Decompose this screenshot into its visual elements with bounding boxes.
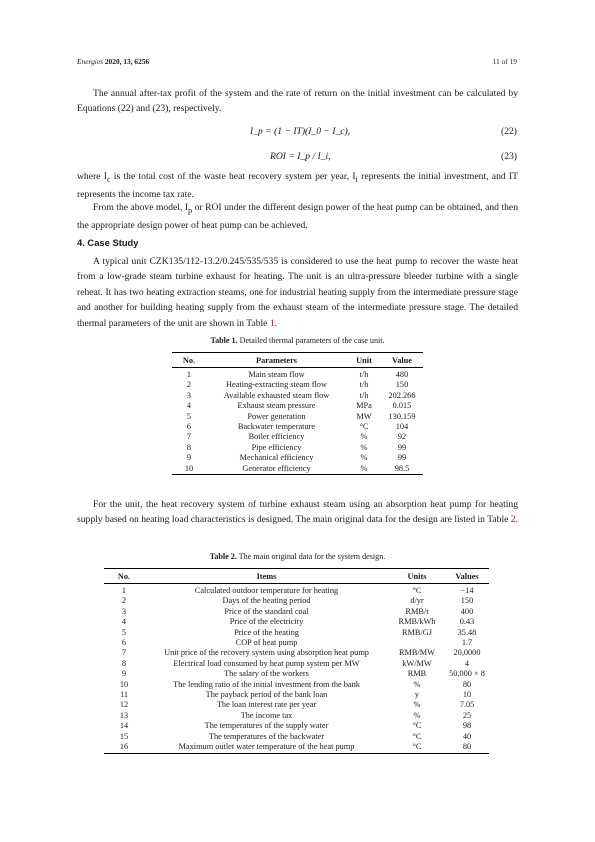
table-2-header: Units [389, 569, 445, 584]
table-1-row [172, 412, 423, 422]
table-2-row-cell: RMB/t [405, 606, 429, 616]
section-heading: 4. Case Study [77, 237, 139, 248]
table-1-row-cell: Available exhausted steam flow [223, 390, 330, 400]
paragraph-from-model [77, 200, 518, 234]
table-2-row-cell: kW/MW [402, 658, 432, 668]
table-1-row [172, 380, 423, 390]
table-1-row-cell: 9 [186, 453, 192, 463]
table-2-row [104, 690, 489, 700]
table-2-row-cell: 10 [462, 690, 472, 700]
table-1-row-cell: % [360, 453, 368, 463]
table-2-row-cell: RMB/MW [399, 648, 435, 658]
table-2-row-cell: Price of the heating [234, 627, 299, 637]
table-2-row [104, 617, 489, 627]
where-text-1: where I [77, 171, 107, 182]
table-1-row-cell: % [360, 442, 368, 452]
table-2-row-cell: °C [412, 586, 422, 595]
table-2-row-cell: 150 [460, 596, 474, 606]
table-1-header: Unit [347, 353, 381, 368]
table-1-row [172, 368, 423, 381]
table-2-row-cell: The loan interest rate per year [216, 700, 317, 710]
table-2-row-cell: Days of the heating period [222, 596, 311, 606]
table-1-link[interactable]: 1 [269, 317, 275, 329]
table-2-row [104, 584, 489, 597]
running-header-journal [77, 57, 149, 66]
forunit-text: For the unit, the heat recovery system of turbine exhaust steam using an absorption heat pump for heating supply based on heating load characteristics is designed. The main original data for the design are listed in Table [77, 499, 518, 526]
table-2-row-cell: °C [412, 721, 422, 731]
table-2-label: Table 2. [209, 552, 237, 561]
table-1-row-cell: 10 [172, 464, 206, 475]
page-number: 11 of 19 [492, 57, 517, 66]
table-2-row-cell: y [414, 690, 420, 700]
paragraph-for-unit [77, 497, 518, 528]
where-text-3: represents the initial investment, and IT represents the income tax rate. [77, 171, 519, 201]
table-2-row [104, 596, 489, 606]
table-2-row [104, 711, 489, 721]
table-2-row-cell: 35.48 [457, 627, 477, 637]
table-2-caption-text: The main original data for the system design. [236, 552, 386, 561]
table-1-row-cell: 130.159 [388, 411, 416, 421]
table-1-row-cell: 5 [186, 411, 192, 421]
table-2-header-row [104, 569, 489, 584]
table-2-row-cell: 13 [119, 710, 129, 720]
table-1-row-cell: Exhaust steam pressure [237, 401, 316, 411]
table-2-row-cell: COP of heat pump [235, 638, 298, 648]
table-2-row [104, 732, 489, 742]
table-2-row-cell: Price of the standard coal [224, 606, 309, 616]
table-2-row-cell: 2 [121, 596, 127, 606]
case-end: . [274, 317, 278, 329]
table-2-row-cell: d/yr [410, 596, 424, 606]
table-2-row-cell: RMB/kWh [398, 617, 436, 627]
table-2-row-cell: 11 [120, 690, 128, 700]
table-2-row [104, 638, 489, 648]
table-2-row-cell: Electrical load consumed by heat pump system per MW [173, 658, 360, 668]
table-2-header: Items [144, 569, 389, 584]
table-1-row-cell: MW [356, 411, 372, 421]
paragraph-where [77, 169, 518, 203]
journal-name: Energies [77, 57, 103, 66]
table-1-row [172, 432, 423, 442]
table-2-row [104, 669, 489, 679]
table-2-row-cell: 20,0000 [453, 648, 481, 658]
table-2-row-cell: The lending ratio of the initial investment from the bank [173, 679, 360, 689]
table-2-row-cell: RMB/GJ [402, 627, 432, 637]
table-1-row-cell: Main steam flow [248, 370, 305, 379]
table-1-header: Value [381, 353, 423, 368]
table-1-row-cell: 98.5 [381, 464, 423, 475]
table-1-row-cell: Power generation [247, 411, 306, 421]
table-2-row-cell: The temperatures of the backwater [208, 731, 325, 741]
table-1-row-cell: 2 [186, 380, 192, 390]
table-2-row-cell: RMB [407, 669, 427, 679]
table-1-row [172, 443, 423, 453]
table-1-row-cell: 8 [186, 442, 192, 452]
table-1-caption [0, 336, 595, 345]
table-1-row-cell: Generator efficiency [206, 464, 347, 475]
equation-22: I_p = (1 − IT)(I_0 − I_c), [250, 126, 351, 137]
table-2-row-cell: Maximum outlet water temperature of the heat pump [144, 742, 389, 753]
table-2-row-cell: Unit price of the recovery system using absorption heat pump [164, 648, 369, 658]
table-2-row-cell: The temperatures of the supply water [204, 721, 329, 731]
table-2-row-cell: 14 [119, 721, 129, 731]
table-2-row-cell: −14 [460, 586, 474, 595]
table-1-row-cell: 7 [186, 432, 192, 442]
table-2-caption [0, 552, 595, 561]
table-2-row-cell: 50,000 × 8 [449, 669, 485, 679]
table-2-row-cell: 25 [462, 710, 472, 720]
table-2-header: No. [104, 569, 144, 584]
equation-23: ROI = I_p / I_i, [270, 151, 331, 162]
table-2 [104, 568, 489, 754]
table-1-row-cell: 4 [186, 401, 192, 411]
table-1-row-cell: MPa [356, 401, 372, 411]
from-text-1: From the above model, I [93, 202, 189, 213]
table-2-row-cell: Price of the electricity [229, 617, 304, 627]
table-1-row [172, 464, 423, 475]
table-1-row-cell: 0.015 [392, 401, 412, 411]
table-2-row-cell: % [413, 700, 421, 710]
table-2-row-cell: 4 [121, 617, 127, 627]
table-1-row-cell: 3 [186, 390, 192, 400]
table-1-row-cell: % [360, 432, 368, 442]
table-2-row-cell: 3 [121, 606, 127, 616]
table-1-row-cell: 104 [395, 422, 409, 432]
table-1-header: No. [172, 353, 206, 368]
table-2-row-cell: 80 [462, 679, 472, 689]
table-2-row-cell: 7.05 [459, 700, 475, 710]
table-2-row [104, 721, 489, 731]
table-2-row [104, 659, 489, 669]
journal-info: 2020, 13, 6256 [104, 57, 150, 66]
table-1-row [172, 422, 423, 432]
table-2-row-cell: °C [412, 731, 422, 741]
table-2-row-cell: 400 [460, 606, 474, 616]
table-2-row [104, 742, 489, 753]
table-2-row-cell: Calculated outdoor temperature for heating [194, 586, 339, 595]
table-2-row-cell: 8 [121, 658, 127, 668]
table-1-row-cell: 99 [397, 442, 407, 452]
equation-22-number: (22) [501, 126, 517, 137]
table-2-row-cell: 16 [104, 742, 144, 753]
table-1-header: Parameters [206, 353, 347, 368]
table-2-row-cell: 9 [121, 669, 127, 679]
table-2-row-cell: % [413, 710, 421, 720]
table-2-row-cell: 7 [121, 648, 127, 658]
table-2-row-cell: 80 [445, 742, 489, 753]
table-1-row-cell: 1 [186, 370, 192, 379]
table-1-row-cell: t/h [359, 370, 369, 379]
table-1-row-cell: Heating-extracting steam flow [226, 380, 327, 390]
table-2-row-cell: 15 [119, 731, 129, 741]
table-2-row [104, 628, 489, 638]
where-sub-c: c [106, 174, 111, 184]
table-2-row-cell: 1.7 [461, 638, 473, 648]
table-1-row-cell: 6 [186, 422, 192, 432]
table-2-row [104, 648, 489, 658]
table-2-row-cell: 4 [464, 658, 470, 668]
table-1-row-cell: °C [359, 422, 369, 432]
table-2-row-cell: 0.43 [459, 617, 475, 627]
table-1-row-cell: Pipe efficiency [251, 442, 302, 452]
from-sub-p: p [188, 205, 193, 215]
table-1-row-cell: 92 [397, 432, 407, 442]
from-text-2: or ROI under the different design power of the heat pump can be obtained, and then the appropriate design power of heat pump can be achieved. [77, 202, 518, 232]
table-1-row-cell: 480 [395, 370, 409, 379]
table-1 [172, 352, 423, 475]
table-2-row [104, 700, 489, 710]
table-1-row-cell: % [347, 464, 381, 475]
where-text-2: is the total cost of the waste heat recovery system per year, I [110, 171, 356, 182]
table-2-row-cell: 10 [119, 679, 129, 689]
table-2-row-cell: The payback period of the bank loan [205, 690, 328, 700]
table-1-row-cell: t/h [359, 380, 369, 390]
table-1-label: Table 1. [210, 336, 238, 345]
paragraph-intro: The annual after-tax profit of the system and the rate of return on the initial investment can be calculated by Equations (22) and (23), respectively. [77, 88, 518, 115]
table-2-row [104, 680, 489, 690]
table-1-row-cell: Mechanical efficiency [239, 453, 314, 463]
table-1-row [172, 391, 423, 401]
table-1-row-cell: 150 [395, 380, 409, 390]
table-2-row-cell: °C [389, 742, 445, 753]
table-1-row [172, 401, 423, 411]
table-2-row-cell: 12 [119, 700, 129, 710]
table-1-row-cell: 99 [397, 453, 407, 463]
table-1-header-row [172, 353, 423, 368]
table-2-row-cell: The salary of the workers [224, 669, 309, 679]
table-2-row-cell: 98 [462, 721, 472, 731]
table-1-row-cell: Boiler efficiency [248, 432, 305, 442]
table-2-row-cell: 6 [121, 638, 127, 648]
table-2-link[interactable]: 2 [510, 514, 516, 526]
table-2-header: Values [445, 569, 489, 584]
equation-23-number: (23) [501, 151, 517, 162]
table-1-row-cell: t/h [359, 390, 369, 400]
table-1-row-cell: 202.266 [388, 390, 416, 400]
table-1-caption-text: Detailed thermal parameters of the case unit. [237, 336, 385, 345]
forunit-end: . [515, 514, 518, 526]
table-2-row-cell: The income tax [240, 710, 293, 720]
table-1-row [172, 453, 423, 463]
case-text: A typical unit CZK135/112-13.2/0.245/535/535 is considered to use the heat pump to recover the waste heat from a low-grade steam turbine exhaust for heating. The unit is an ultra-pressure bleeder turbine with a single reheat. It has two heating extraction steams, one for industrial heating supply from the intermediate pressure stage and another for building heating supply from the exhaust steam of the intermediate pressure stage. The detailed thermal parameters of the unit are shown in Table [77, 256, 518, 329]
table-2-row [104, 607, 489, 617]
table-2-row-cell: 1 [121, 586, 127, 595]
paragraph-case-study [77, 254, 518, 331]
table-2-row-cell: % [413, 679, 421, 689]
table-2-row-cell: 5 [121, 627, 127, 637]
where-sub-i: i [355, 174, 358, 184]
table-2-row-cell [389, 638, 445, 648]
table-1-row-cell: Backwater temperature [237, 422, 316, 432]
table-2-row-cell: 40 [462, 731, 472, 741]
